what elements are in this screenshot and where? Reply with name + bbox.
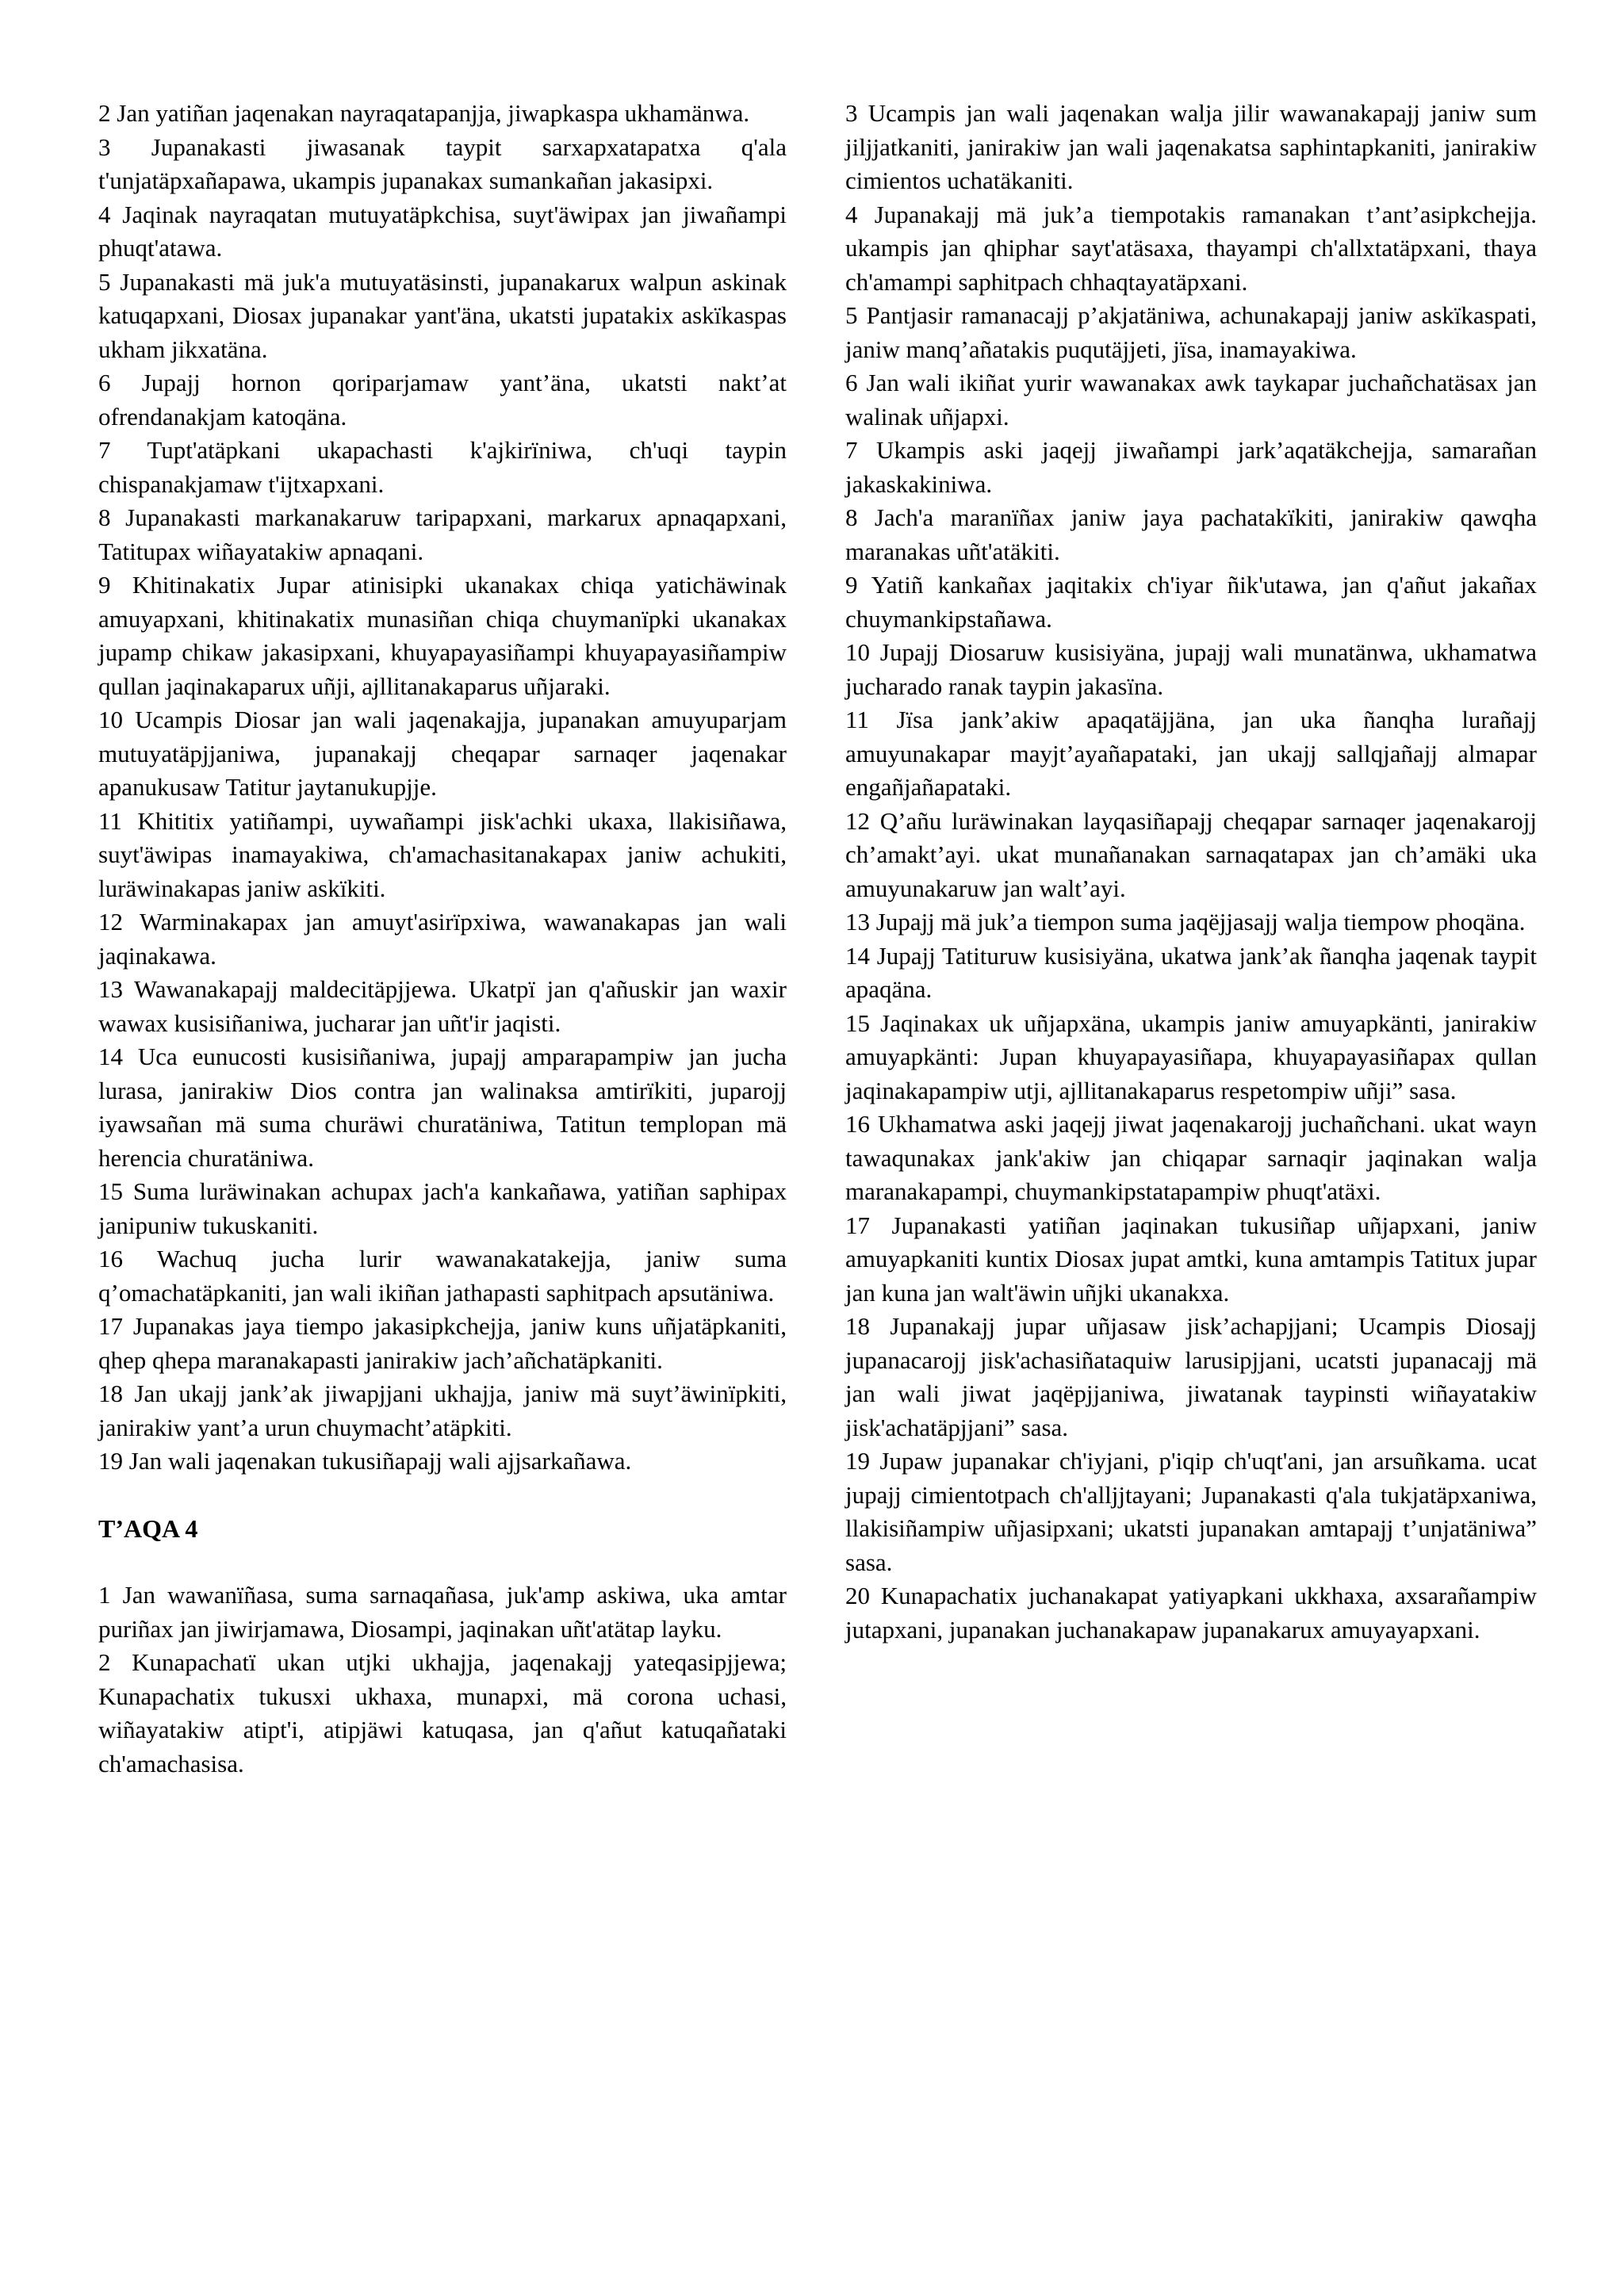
verse-paragraph: 6 Jupajj hornon qoriparjamaw yant’äna, ukatsti nakt’at ofrendanakjam katoqäna.: [98, 369, 787, 430]
verse-paragraph: 7 Ukampis aski jaqejj jiwañampi jark’aqatäkchejja, samarañan jakaskakiniwa.: [845, 436, 1537, 498]
verse-paragraph: 7 Tupt'atäpkani ukapachasti k'ajkirïniwa, ch'uqi taypin chispanakjamaw t'ijtxapxani.: [98, 436, 787, 498]
right-column: [845, 97, 1537, 1647]
verse-paragraph: 2 Kunapachatï ukan utjki ukhajja, jaqenakajj yateqasipjjewa; Kunapachatix tukusxi ukhaxa, munapxi, mä corona uchasi, wiñayatakiw atipt'i, atipjäwi katuqasa, jan q'añut katuqañataki ch'amachasisa.: [98, 1648, 787, 1777]
verse-paragraph: 5 Pantjasir ramanacajj p’akjatäniwa, achunakapajj janiw askïkaspati, janiw manq’añatakis puqutäjjeti, jïsa, inamayakiwa.: [845, 301, 1537, 363]
verse-paragraph: 19 Jan wali jaqenakan tukusiñapajj wali ajjsarkañawa.: [98, 1447, 632, 1475]
left-column: [98, 97, 787, 1781]
verse-paragraph: 14 Uca eunucosti kusisiñaniwa, jupajj amparapampiw jan jucha lurasa, janirakiw Dios contra jan walinaksa amtirïkiti, juparojj iyawsañan mä suma churäwi churatäniwa, Tatitun templopan mä herencia churatäniwa.: [98, 1043, 787, 1172]
verse-paragraph: 3 Jupanakasti jiwasanak taypit sarxapxatapatxa q'ala t'unjatäpxañapawa, ukampis jupanakax sumankañan jakasipxi.: [98, 132, 787, 194]
verse-paragraph: 18 Jan ukajj jank’ak jiwapjjani ukhajja, janiw mä suyt’äwinïpkiti, janirakiw yant’a urun chuymacht’atäpkiti.: [98, 1380, 787, 1441]
verse-paragraph: 16 Wachuq jucha lurir wawanakatakejja, janiw suma q’omachatäpkaniti, jan wali ikiñan jathapasti saphitpach apsutäniwa.: [98, 1245, 787, 1307]
verse-list-before-heading: [98, 97, 787, 1479]
verse-paragraph: 18 Jupanakajj jupar uñjasaw jisk’achapjjani; Ucampis Diosajj jupanacarojj jisk'achasiñataquiw larusipjjani, ucatsti jupanacajj mä jan wali jiwat jaqëpjjaniwa, jiwatanak taypinsti wiñayatakiw jisk'achatäpjjani” sasa.: [845, 1312, 1537, 1441]
verse-paragraph: 1 Jan wawanïñasa, suma sarnaqañasa, juk'amp askiwa, uka amtar puriñax jan jiwirjamawa, Diosampi, jaqinakan uñt'atätap layku.: [98, 1581, 787, 1643]
verse-list: [845, 97, 1537, 1647]
verse-paragraph: 15 Suma luräwinakan achupax jach'a kankañawa, yatiñan saphipax janipuniw tukuskaniti.: [98, 1177, 787, 1239]
verse-paragraph: 8 Jupanakasti markanakaruw taripapxani, markarux apnaqapxani, Tatitupax wiñayatakiw apnaqani.: [98, 503, 787, 565]
verse-paragraph: 9 Khitinakatix Jupar atinisipki ukanakax chiqa yatichäwinak amuyapxani, khitinakatix munasiñan chiqa chuymanïpki ukanakax jupamp chikaw jakasipxani, khuyapayasiñampi khuyapayasiñampiw qullan jaqinakaparux uñji, ajllitanakaparus uñjaraki.: [98, 571, 787, 700]
verse-paragraph: 10 Jupajj Diosaruw kusisiyäna, jupajj wali munatänwa, ukhamatwa jucharado ranak taypin jakasïna.: [845, 638, 1537, 700]
verse-paragraph: 15 Jaqinakax uk uñjapxäna, ukampis janiw amuyapkänti, janirakiw amuyapkänti: Jupan khuyapayasiñapa, khuyapayasiñapax qullan jaqinakapampiw utji, ajllitanakaparus respetompiw uñji” sasa.: [845, 1008, 1537, 1104]
verse-paragraph: 11 Khititix yatiñampi, uywañampi jisk'achki ukaxa, llakisiñawa, suyt'äwipas inamayakiwa, ch'amachasitanakapax janiw achukiti, luräwinakapas janiw askïkiti.: [98, 806, 787, 902]
verse-paragraph: 4 Jupanakajj mä juk’a tiempotakis ramanakan t’ant’asipkchejja. ukampis jan qhiphar sayt'atäsaxa, thayampi ch'allxtatäpxani, thaya ch'amampi saphitpach chhaqtayatäpxani.: [845, 200, 1537, 296]
chapter-heading: T’AQA 4: [98, 1513, 198, 1543]
verse-list-after-heading: [98, 1578, 787, 1781]
verse-paragraph: 11 Jïsa jank’akiw apaqatäjjäna, jan uka ñanqha lurañajj amuyunakapar mayjt’ayañapataki, jan ukajj sallqjañajj almapar engañjañapataki.: [845, 706, 1537, 801]
verse-paragraph: 3 Ucampis jan wali jaqenakan walja jilir wawanakapajj janiw sum jiljjatkaniti, janirakiw jan wali jaqenakatsa saphintapkaniti, janirakiw cimientos uchatäkaniti.: [845, 99, 1537, 194]
verse-paragraph: 19 Jupaw jupanakar ch'iyjani, p'iqip ch'uqt'ani, jan arsuñkama. ucat jupajj cimientotpach ch'alljjtayani; Jupanakasti q'ala tukjatäpxaniwa, llakisiñampiw uñjasipxani; ukatsti jupanakan amtapajj t’unjatäniwa” sasa.: [845, 1447, 1537, 1576]
verse-paragraph: 13 Wawanakapajj maldecitäpjjewa. Ukatpï jan q'añuskir jan waxir wawax kusisiñaniwa, jucharar jan uñt'ir jaqisti.: [98, 975, 787, 1037]
verse-paragraph: 16 Ukhamatwa aski jaqejj jiwat jaqenakarojj juchañchani. ukat wayn tawaqunakax jank'akiw jan chiqapar sarnaqir jaqinakan walja maranakapampi, chuymankipstatapampiw phuqt'atäxi.: [845, 1110, 1537, 1205]
verse-paragraph: 2 Jan yatiñan jaqenakan nayraqatapanjja, jiwapkaspa ukhamänwa.: [98, 99, 750, 127]
verse-paragraph: 13 Jupajj mä juk’a tiempon suma jaqëjjasajj walja tiempow phoqäna.: [845, 908, 1526, 936]
verse-paragraph: 10 Ucampis Diosar jan wali jaqenakajja, jupanakan amuyuparjam mutuyatäpjjaniwa, jupanakajj cheqapar sarnaqer jaqenakar apanukusaw Tatitur jaytanukupjje.: [98, 706, 787, 801]
verse-paragraph: 4 Jaqinak nayraqatan mutuyatäpkchisa, suyt'äwipax jan jiwañampi phuqt'atawa.: [98, 200, 787, 262]
verse-paragraph: 9 Yatiñ kankañax jaqitakix ch'iyar ñik'utawa, jan q'añut jakañax chuymankipstañawa.: [845, 571, 1537, 633]
verse-paragraph: 5 Jupanakasti mä juk'a mutuyatäsinsti, jupanakarux walpun askinak katuqapxani, Diosax jupanakar yant'äna, ukatsti jupatakix askïkaspas ukham jikxatäna.: [98, 267, 787, 363]
verse-paragraph: 14 Jupajj Tatituruw kusisiyäna, ukatwa jank’ak ñanqha jaqenak taypit apaqäna.: [845, 941, 1537, 1003]
verse-paragraph: 20 Kunapachatix juchanakapat yatiyapkani ukkhaxa, axsarañampiw jutapxani, jupanakan juchanakapaw jupanakarux amuyayapxani.: [845, 1582, 1537, 1644]
verse-paragraph: 6 Jan wali ikiñat yurir wawanakax awk taykapar juchañchatäsax jan walinak uñjapxi.: [845, 369, 1537, 430]
verse-paragraph: 17 Jupanakas jaya tiempo jakasipkchejja, janiw kuns uñjatäpkaniti, qhep qhepa maranakapasti janirakiw jach’añchatäpkaniti.: [98, 1312, 787, 1374]
verse-paragraph: 17 Jupanakasti yatiñan jaqinakan tukusiñap uñjapxani, janiw amuyapkaniti kuntix Diosax jupat amtki, kuna amtampis Tatitux jupar jan kuna jan walt'äwin uñjki ukanakxa.: [845, 1211, 1537, 1307]
verse-paragraph: 12 Warminakapax jan amuyt'asirïpxiwa, wawanakapas jan wali jaqinakawa.: [98, 908, 787, 970]
verse-paragraph: 8 Jach'a maranïñax janiw jaya pachatakïkiti, janirakiw qawqha maranakas uñt'atäkiti.: [845, 503, 1537, 565]
verse-paragraph: 12 Q’añu luräwinakan layqasiñapajj cheqapar sarnaqer jaqenakarojj ch’amakt’ayi. ukat munañanakan sarnaqatapax jan ch’amäki uka amuyunakaruw jan walt’ayi.: [845, 806, 1537, 902]
